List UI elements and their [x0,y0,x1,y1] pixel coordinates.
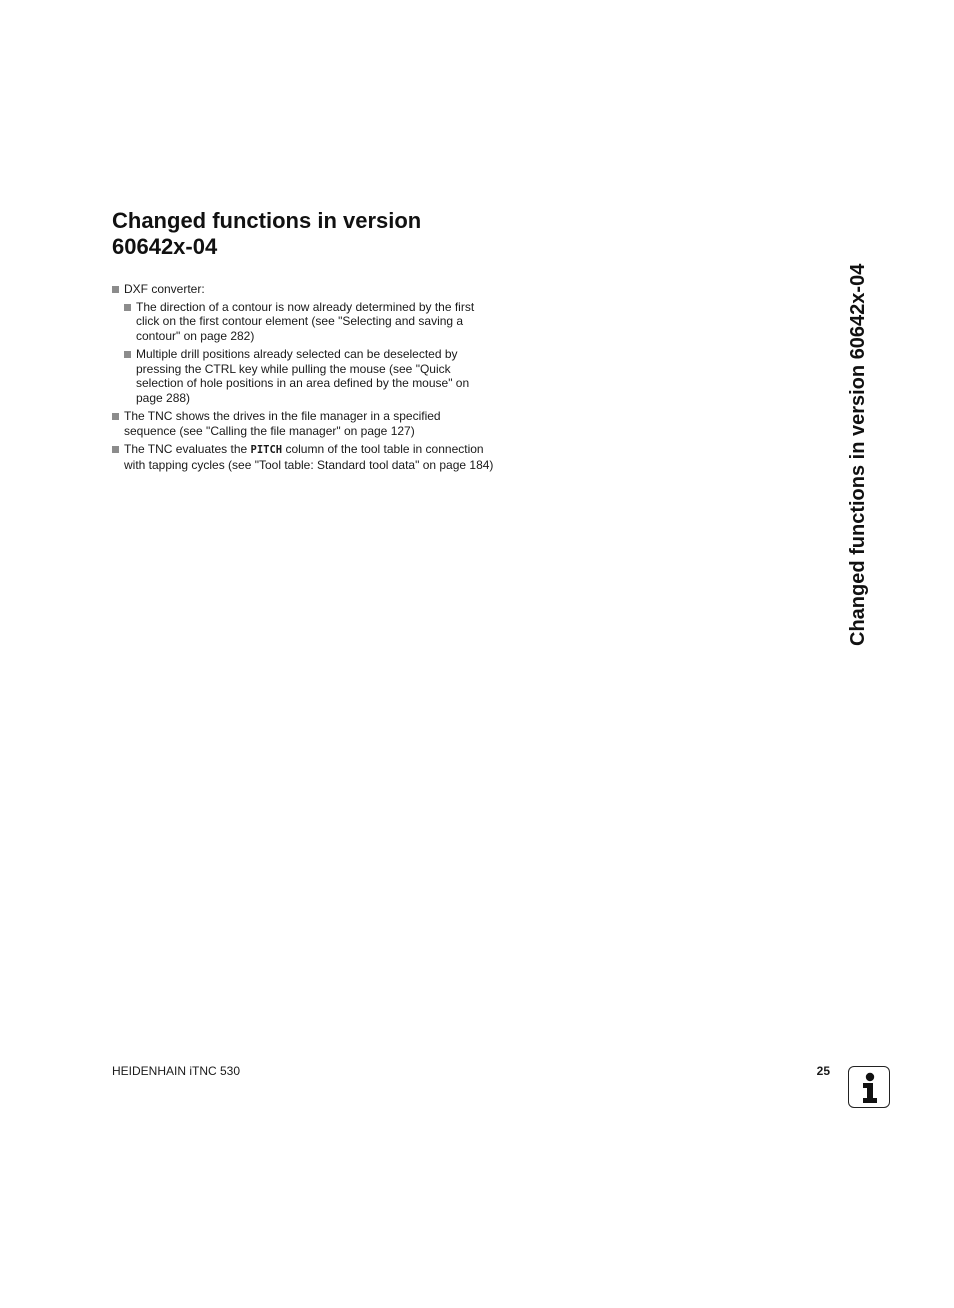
list-item-line: sequence (see "Calling the file manager" on page 127) [124,423,415,438]
square-bullet-icon [112,446,119,453]
list-item-text-after: column of the tool table in connection [282,442,484,456]
dxf-sublist [124,300,512,406]
change-list [112,282,512,472]
sub-list-item-line: click on the first contour element (see "Selecting and saving a [136,314,464,328]
square-bullet-icon [124,304,131,311]
page-title-line-1: Changed functions in version [112,208,422,233]
sub-list-item-line: pressing the CTRL key while pulling the mouse (see "Quick [136,361,451,376]
pitch-code: PITCH [250,444,283,456]
list-item-text-before: The TNC evaluates the [124,442,251,456]
page-number: 25 [816,1064,830,1078]
side-title: Changed functions in version 60642x-04 [847,263,869,646]
square-bullet-icon [124,351,131,358]
info-icon [848,1066,890,1108]
list-item-line: The TNC shows the drives in the file manager in a specified [124,409,441,423]
list-item-text: DXF converter: [124,282,205,296]
sub-list-item-line: Multiple drill positions already selected can be deselected by [136,347,458,361]
sub-list-item [124,300,512,344]
list-item-dxf [112,282,512,405]
square-bullet-icon [112,413,119,420]
page-title-line-2: 60642x-04 [112,234,218,259]
page-title [112,208,532,260]
sub-list-item-line: selection of hole positions in an area defined by the mouse" on [136,376,470,390]
footer-label: HEIDENHAIN iTNC 530 [112,1064,241,1078]
sub-list-item-line: contour" on page 282) [136,328,255,343]
sub-list-item-line: The direction of a contour is now already determined by the first [136,299,475,314]
list-item-drives [112,409,512,438]
list-item-line: with tapping cycles (see "Tool table: Standard tool data" on page 184) [124,457,494,472]
sub-list-item [124,347,512,405]
list-item-pitch [112,442,512,472]
sub-list-item-line: page 288) [136,390,191,405]
square-bullet-icon [112,286,119,293]
info-glyph [849,1067,891,1109]
